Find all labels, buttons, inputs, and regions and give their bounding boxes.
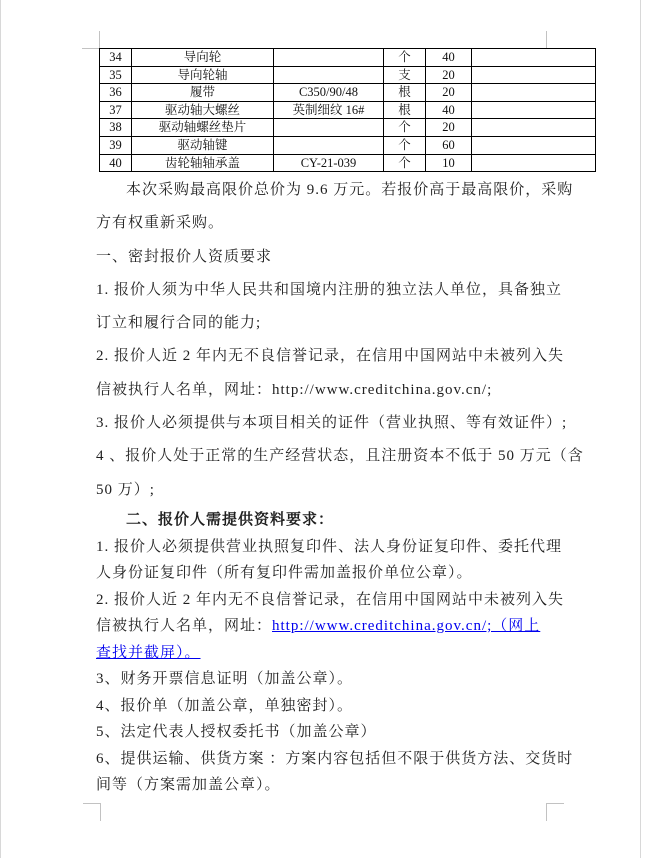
sec2-item1-line2: 人身份证复印件（所有复印件需加盖报价单位公章）。: [96, 565, 473, 581]
cell-qty: 40: [426, 49, 472, 67]
cell-name: 驱动轴大螺丝: [132, 101, 274, 119]
cell-unit: 支: [384, 66, 426, 84]
sec2-item2-line3: [96, 640, 566, 667]
sec1-item2-line2: 信被执行人名单，网址：http://www.creditchina.gov.cn/;: [96, 381, 493, 398]
creditchina-link[interactable]: http://www.creditchina.gov.cn/;（网上: [272, 618, 541, 634]
sec2-item4: 4、报价单（加盖公章，单独密封）。: [96, 697, 354, 714]
cell-spec: [274, 49, 384, 67]
cell-name: 履带: [132, 84, 274, 102]
cell-qty: 10: [426, 154, 472, 172]
table-row: [100, 49, 596, 67]
cell-no: 38: [100, 119, 132, 137]
cell-note: [472, 119, 596, 137]
table-row: [100, 154, 596, 172]
cell-no: 40: [100, 154, 132, 172]
cell-no: 35: [100, 66, 132, 84]
cell-unit: 个: [384, 136, 426, 154]
cell-qty: 60: [426, 136, 472, 154]
cell-note: [472, 84, 596, 102]
sec2-item6-line1: 6、提供运输、供货方案 ：方案内容包括但不限于供货方法、交货时: [96, 750, 574, 767]
cell-no: 37: [100, 101, 132, 119]
table-row: [100, 84, 596, 102]
section-materials: [96, 507, 574, 799]
parts-table: [99, 48, 596, 172]
cell-name: 导向轮: [132, 49, 274, 67]
sec2-item1-line1: 1. 报价人必须提供营业执照复印件、法人身份证复印件、委托代理: [96, 538, 563, 555]
cell-qty: 20: [426, 84, 472, 102]
margin-cropmark-top-left: [82, 31, 100, 49]
sec2-item5: 5、法定代表人授权委托书（加盖公章）: [96, 724, 377, 740]
creditchina-link-continued[interactable]: 查找并截屏）。: [96, 644, 201, 661]
sec2-heading: 二、报价人需提供资料要求：: [126, 512, 335, 528]
table-row: [100, 66, 596, 84]
cell-name: 齿轮轴轴承盖: [132, 154, 274, 172]
cell-name: 导向轮轴: [132, 66, 274, 84]
cell-qty: 20: [426, 66, 472, 84]
sec1-item4-line2: 50 万）;: [96, 481, 155, 498]
cell-spec: CY-21-039: [274, 154, 384, 172]
intro-line-2: 方有权重新采购。: [96, 215, 225, 232]
cell-spec: C350/90/48: [274, 84, 384, 102]
margin-cropmark-bottom-left: [83, 803, 101, 821]
cell-no: 34: [100, 49, 132, 67]
cell-note: [472, 101, 596, 119]
cell-note: [472, 154, 596, 172]
cell-spec: [274, 136, 384, 154]
table-row: [100, 136, 596, 154]
intro-line-1: 本次采购最高限价总价为 9.6 万元。若报价高于最高限价，采购: [126, 182, 574, 198]
margin-cropmark-bottom-right: [546, 803, 564, 821]
sec2-item3: 3、财务开票信息证明（加盖公章）。: [96, 671, 354, 687]
cell-no: 36: [100, 84, 132, 102]
cell-spec: [274, 119, 384, 137]
sec2-item2-line1: 2. 报价人近 2 年内无不良信誉记录，在信用中国网站中未被列入失: [96, 591, 565, 608]
sec2-item2-line2: [96, 613, 566, 640]
cell-unit: 根: [384, 101, 426, 119]
cell-unit: 根: [384, 84, 426, 102]
page-right-edge: [640, 0, 641, 858]
sec1-item1-line1: 1. 报价人须为中华人民共和国境内注册的独立法人单位，具备独立: [96, 281, 563, 298]
sec1-heading: 一、密封报价人资质要求: [96, 248, 273, 265]
cell-unit: 个: [384, 49, 426, 67]
cell-note: [472, 136, 596, 154]
table-row: [100, 101, 596, 119]
page-left-edge: [0, 0, 1, 858]
sec1-item1-line2: 订立和履行合同的能力;: [96, 315, 262, 332]
cell-note: [472, 66, 596, 84]
cell-note: [472, 49, 596, 67]
section-qualification: [96, 174, 584, 507]
sec1-item3: 3. 报价人必须提供与本项目相关的证件（营业执照、等有效证件）;: [96, 415, 568, 432]
table-row: [100, 119, 596, 137]
sec1-item4-line1: 4 、报价人处于正常的生产经营状态，且注册资本不低于 50 万元（含: [96, 448, 584, 465]
cell-qty: 20: [426, 119, 472, 137]
cell-unit: 个: [384, 154, 426, 172]
cell-spec: [274, 66, 384, 84]
cell-no: 39: [100, 136, 132, 154]
cell-unit: 个: [384, 119, 426, 137]
sec1-item2-line1: 2. 报价人近 2 年内无不良信誉记录，在信用中国网站中未被列入失: [96, 348, 565, 365]
cell-name: 驱动轴螺丝垫片: [132, 119, 274, 137]
cell-spec: 英制细纹 16#: [274, 101, 384, 119]
sec2-item2-line2-text: 信被执行人名单，网址：: [96, 618, 273, 634]
cell-qty: 40: [426, 101, 472, 119]
sec2-item6-line2: 间等（方案需加盖公章）。: [96, 777, 281, 793]
margin-cropmark-top-right: [546, 31, 564, 49]
cell-name: 驱动轴键: [132, 136, 274, 154]
